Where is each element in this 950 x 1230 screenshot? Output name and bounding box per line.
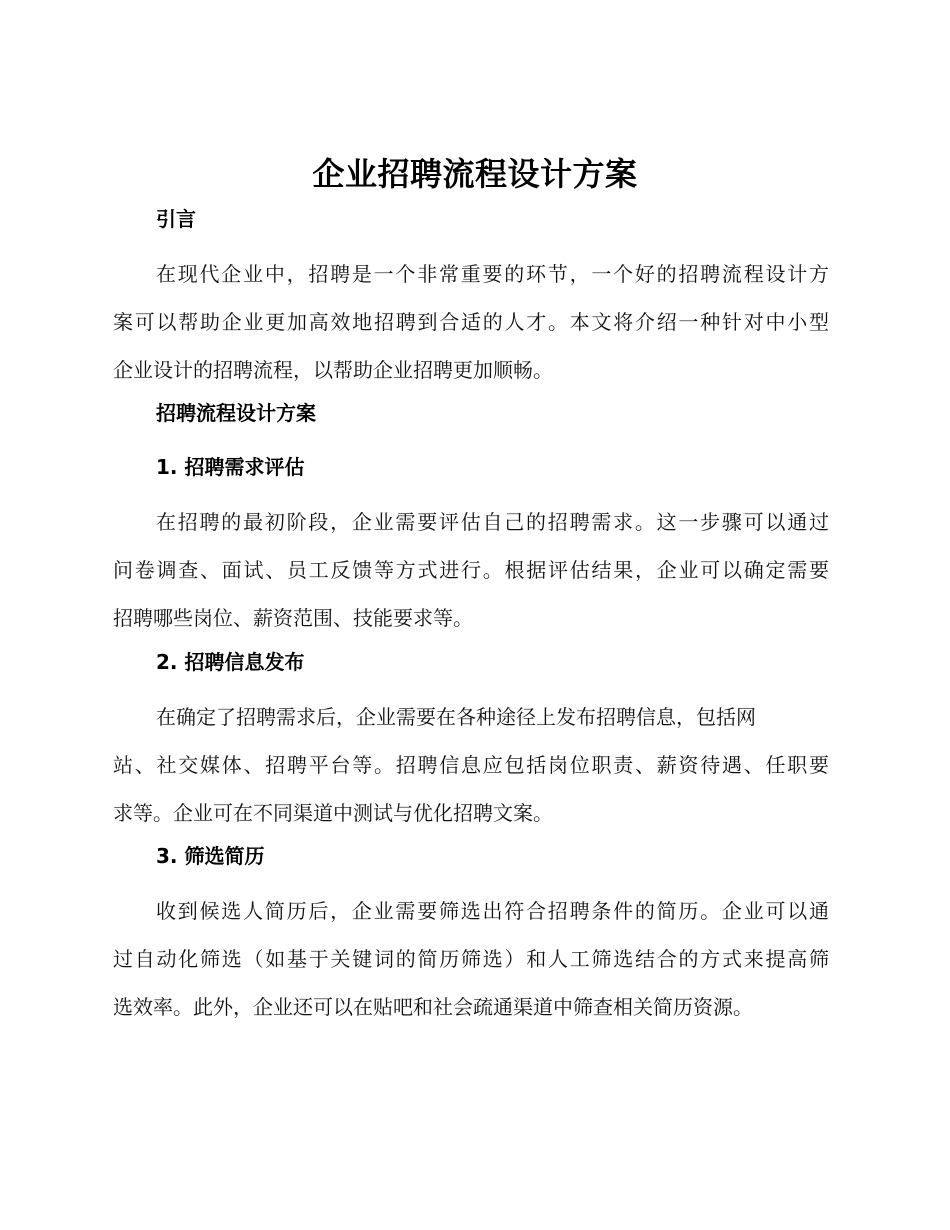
paragraph-line: 在招聘的最初阶段，企业需要评估自己的招聘需求。这一步骤可以通过 <box>156 510 829 534</box>
paragraph-line: 站、社交媒体、招聘平台等。招聘信息应包括岗位职责、薪资待遇、任职要 <box>113 753 829 777</box>
intro-heading: 引言 <box>156 207 196 231</box>
paragraph-line: 在确定了招聘需求后，企业需要在各种途径上发布招聘信息，包括网 <box>156 705 756 729</box>
step2-heading: 2. 招聘信息发布 <box>156 650 305 674</box>
paragraph-line: 求等。企业可在不同渠道中测试与优化招聘文案。 <box>113 801 553 825</box>
step3-paragraph <box>113 887 829 1031</box>
intro-paragraph <box>113 250 829 394</box>
paragraph-line: 案可以帮助企业更加高效地招聘到合适的人才。本文将介绍一种针对中小型 <box>113 310 829 334</box>
paragraph-line: 问卷调查、面试、员工反馈等方式进行。根据评估结果，企业可以确定需要 <box>113 558 829 582</box>
paragraph-line: 在现代企业中，招聘是一个非常重要的环节，一个好的招聘流程设计方 <box>156 262 829 286</box>
paragraph-line: 企业设计的招聘流程，以帮助企业招聘更加顺畅。 <box>113 358 553 382</box>
step1-heading: 1. 招聘需求评估 <box>156 455 305 479</box>
step2-paragraph <box>113 693 829 837</box>
step3-heading: 3. 筛选简历 <box>156 844 265 868</box>
paragraph-line: 过自动化筛选（如基于关键词的简历筛选）和人工筛选结合的方式来提高筛 <box>113 947 829 971</box>
step1-paragraph <box>113 498 829 642</box>
paragraph-line: 招聘哪些岗位、薪资范围、技能要求等。 <box>113 606 473 630</box>
paragraph-line: 选效率。此外，企业还可以在贴吧和社会疏通渠道中筛查相关简历资源。 <box>113 995 753 1019</box>
document-title: 企业招聘流程设计方案 <box>312 155 638 193</box>
plan-heading: 招聘流程设计方案 <box>156 401 316 425</box>
paragraph-line: 收到候选人简历后，企业需要筛选出符合招聘条件的简历。企业可以通 <box>156 899 829 923</box>
